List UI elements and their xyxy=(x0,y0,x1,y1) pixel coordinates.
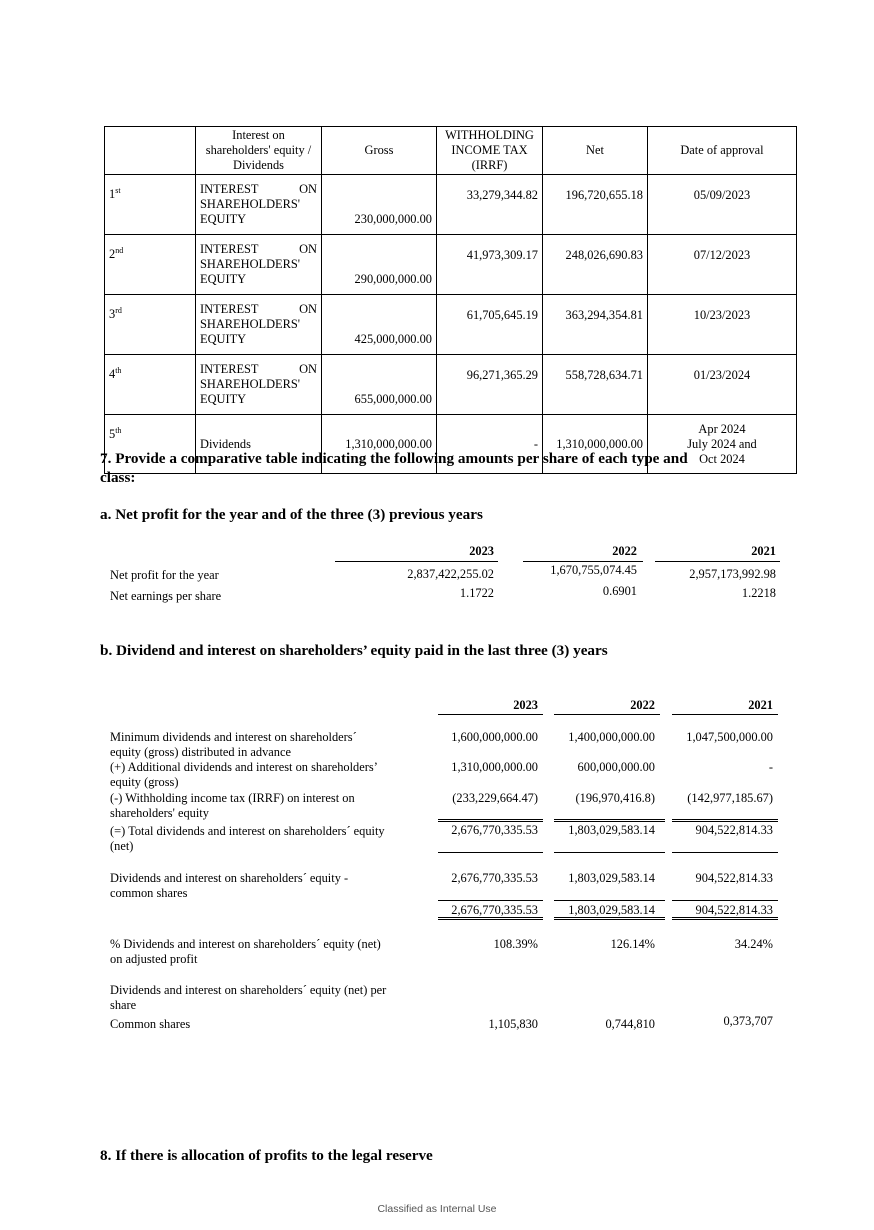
irrf-cell: - xyxy=(437,415,543,474)
irrf-cell: 41,973,309.17 xyxy=(437,235,543,295)
total-bottom-rule xyxy=(672,852,778,853)
row-label xyxy=(110,824,430,854)
total-bottom-rule xyxy=(554,852,665,853)
value-cell: (233,229,664.47) xyxy=(452,791,538,805)
label-line: (-) Withholding income tax (IRRF) on interest on xyxy=(110,791,355,805)
value-cell: 1,047,500,000.00 xyxy=(686,730,773,744)
value-cell: 2,957,173,992.98 xyxy=(689,567,776,581)
row-label xyxy=(110,730,430,760)
header-cell xyxy=(105,127,196,175)
year-header: 2021 xyxy=(672,698,778,715)
value-cell: 1.1722 xyxy=(459,586,494,600)
type-cell: INTEREST ON SHAREHOLDERS' EQUITY xyxy=(196,235,322,295)
label-line: equity (gross) distributed in advance xyxy=(110,745,291,759)
header-cell: Date of approval xyxy=(648,127,797,175)
label-line: Minimum dividends and interest on shareholders´ xyxy=(110,730,357,744)
value-cell: 904,522,814.33 xyxy=(695,903,773,917)
value-cell: 1,105,830 xyxy=(488,1017,538,1031)
value-cell: 1,400,000,000.00 xyxy=(568,730,655,744)
date-line: Apr 2024 xyxy=(698,421,746,436)
ordinal-suffix: th xyxy=(115,425,122,435)
sum-bottom-rule xyxy=(554,917,665,920)
table-row xyxy=(105,295,797,355)
total-rule xyxy=(438,819,543,822)
value-cell: 2,837,422,255.02 xyxy=(407,567,494,581)
year-header: 2023 xyxy=(335,544,498,562)
ordinal-suffix: nd xyxy=(115,245,124,255)
net-cell: 363,294,354.81 xyxy=(543,295,648,355)
type-cell: INTEREST ON SHAREHOLDERS' EQUITY xyxy=(196,355,322,415)
row-label xyxy=(110,791,430,821)
ordinal-number: 3 xyxy=(109,307,116,321)
date-cell: 07/12/2023 xyxy=(648,235,797,295)
ordinal-cell xyxy=(105,295,196,355)
table-header-row xyxy=(105,127,797,175)
value-cell: 1,803,029,583.14 xyxy=(568,871,655,885)
date-line: Oct 2024 xyxy=(699,451,745,466)
year-header: 2021 xyxy=(655,544,780,562)
type-cell: INTEREST ON SHAREHOLDERS' EQUITY xyxy=(196,295,322,355)
value-cell: 0.6901 xyxy=(602,584,637,598)
value-cell: 2,676,770,335.53 xyxy=(451,871,538,885)
label-line: shareholders' equity xyxy=(110,806,209,820)
value-cell: 1,600,000,000.00 xyxy=(451,730,538,744)
section-8-heading: 8. If there is allocation of profits to the legal reserve xyxy=(100,1147,433,1164)
value-cell: 1,670,755,074.45 xyxy=(550,563,637,577)
value-cell: 0,373,707 xyxy=(723,1014,773,1028)
ordinal-number: 5 xyxy=(109,427,116,441)
date-line: July 2024 and xyxy=(687,436,757,451)
gross-cell: 230,000,000.00 xyxy=(322,175,437,235)
row-label: Net profit for the year xyxy=(110,568,219,582)
ordinal-number: 2 xyxy=(109,247,116,261)
value-cell: 1,803,029,583.14 xyxy=(568,903,655,917)
label-line: common shares xyxy=(110,886,188,900)
year-header: 2022 xyxy=(554,698,660,715)
label-line: on adjusted profit xyxy=(110,952,198,966)
net-cell: 248,026,690.83 xyxy=(543,235,648,295)
header-cell: WITHHOLDING INCOME TAX (IRRF) xyxy=(437,127,543,175)
header-cell: Net xyxy=(543,127,648,175)
total-bottom-rule xyxy=(438,852,543,853)
total-rule xyxy=(554,819,665,822)
value-cell: 2,676,770,335.53 xyxy=(451,903,538,917)
subheading-a: a. Net profit for the year and of the three (3) previous years xyxy=(100,506,483,523)
value-cell: 2,676,770,335.53 xyxy=(451,823,538,837)
gross-cell: 425,000,000.00 xyxy=(322,295,437,355)
label-line: (+) Additional dividends and interest on shareholders’ xyxy=(110,760,378,774)
table-row xyxy=(105,175,797,235)
row-label: Common shares xyxy=(110,1017,191,1031)
value-cell: (142,977,185.67) xyxy=(687,791,773,805)
heading-line: class: xyxy=(100,469,136,486)
year-header: 2023 xyxy=(438,698,543,715)
label-line: equity (gross) xyxy=(110,775,179,789)
label-line: Dividends and interest on shareholders´ equity - xyxy=(110,871,349,885)
date-cell: 05/09/2023 xyxy=(648,175,797,235)
value-cell: 600,000,000.00 xyxy=(577,760,655,774)
net-cell: 1,310,000,000.00 xyxy=(543,415,648,474)
classification-footer: Classified as Internal Use xyxy=(377,1203,497,1215)
heading-line: 7. Provide a comparative table indicating the following amounts per share of each type and xyxy=(100,450,688,467)
date-cell: 10/23/2023 xyxy=(648,295,797,355)
value-cell: 1,310,000,000.00 xyxy=(451,760,538,774)
value-cell: 34.24% xyxy=(734,937,773,951)
header-cell: Interest on shareholders' equity / Dividends xyxy=(196,127,322,175)
label-line: share xyxy=(110,998,137,1012)
row-label xyxy=(110,983,430,1013)
sum-bottom-rule xyxy=(672,917,778,920)
table-row xyxy=(105,355,797,415)
type-cell: INTEREST ON SHAREHOLDERS' EQUITY xyxy=(196,175,322,235)
ordinal-cell xyxy=(105,355,196,415)
gross-cell: 290,000,000.00 xyxy=(322,235,437,295)
ordinal-suffix: rd xyxy=(115,305,122,315)
value-cell: 1.2218 xyxy=(741,586,776,600)
sum-bottom-rule xyxy=(438,917,543,920)
sum-top-rule xyxy=(554,900,665,901)
row-label xyxy=(110,871,430,901)
label-line: (net) xyxy=(110,839,134,853)
ordinal-number: 1 xyxy=(109,187,116,201)
ordinal-number: 4 xyxy=(109,367,116,381)
value-cell: 108.39% xyxy=(493,937,538,951)
irrf-cell: 61,705,645.19 xyxy=(437,295,543,355)
irrf-cell: 96,271,365.29 xyxy=(437,355,543,415)
gross-cell: 655,000,000.00 xyxy=(322,355,437,415)
gross-cell: 1,310,000,000.00 xyxy=(322,415,437,474)
subheading-b: b. Dividend and interest on shareholders’ equity paid in the last three (3) years xyxy=(100,642,608,659)
label-line: % Dividends and interest on shareholders´ equity (net) xyxy=(110,937,381,951)
interest-dividends-table xyxy=(104,126,797,474)
table-row xyxy=(105,235,797,295)
total-rule xyxy=(672,819,778,822)
header-cell: Gross xyxy=(322,127,437,175)
value-cell: 1,803,029,583.14 xyxy=(568,823,655,837)
date-cell: 01/23/2024 xyxy=(648,355,797,415)
year-header: 2022 xyxy=(523,544,643,562)
ordinal-suffix: th xyxy=(115,365,122,375)
sum-top-rule xyxy=(438,900,543,901)
irrf-cell: 33,279,344.82 xyxy=(437,175,543,235)
value-cell: 904,522,814.33 xyxy=(695,871,773,885)
section-7-heading xyxy=(100,449,800,487)
value-cell: 0,744,810 xyxy=(605,1017,655,1031)
ordinal-suffix: st xyxy=(115,185,121,195)
value-cell: 904,522,814.33 xyxy=(695,823,773,837)
label-line: (=) Total dividends and interest on shareholders´ equity xyxy=(110,824,385,838)
value-cell: (196,970,416.8) xyxy=(575,791,655,805)
type-cell: Dividends xyxy=(196,415,322,474)
row-label xyxy=(110,937,430,967)
label-line: Dividends and interest on shareholders´ equity (net) per xyxy=(110,983,387,997)
net-cell: 558,728,634.71 xyxy=(543,355,648,415)
value-cell: 126.14% xyxy=(610,937,655,951)
value-cell: - xyxy=(768,760,773,774)
ordinal-cell xyxy=(105,175,196,235)
net-cell: 196,720,655.18 xyxy=(543,175,648,235)
row-label: Net earnings per share xyxy=(110,589,222,603)
row-label xyxy=(110,760,430,790)
sum-top-rule xyxy=(672,900,778,901)
ordinal-cell xyxy=(105,235,196,295)
